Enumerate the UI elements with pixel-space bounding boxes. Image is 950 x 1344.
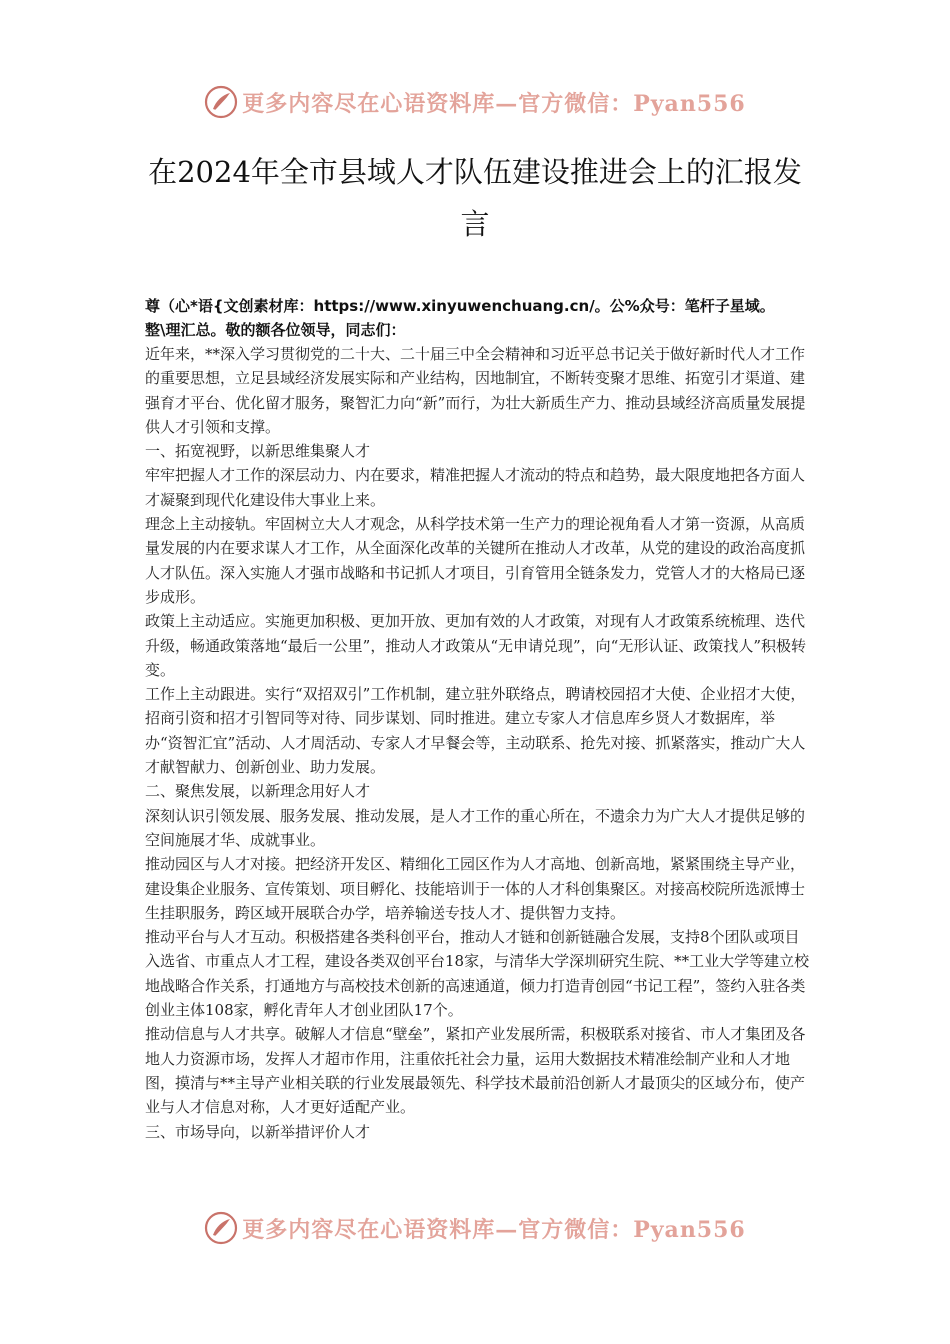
paragraph: 牢牢把握人才工作的深层动力、内在要求，精准把握人才流动的特点和趋势，最大限度地把各方面人才凝聚到现代化建设伟大事业上来。	[145, 466, 806, 509]
document-title	[140, 146, 810, 250]
paragraph: 推动园区与人才对接。把经济开发区、精细化工园区作为人才高地、创新高地，紧紧围绕主导产业，建设集企业服务、宣传策划、项目孵化、技能培训于一体的人才科创集聚区。对接高校院所选派博士生挂职服务，跨区域开展联合办学，培养输送专技人才、提供智力支持。	[145, 855, 806, 922]
intro-line-1: 尊（心*语{文创素材库：https://www.xinyuwenchuang.cn/。公%众号：笔杆子星域。	[145, 297, 775, 315]
section-heading: 一、拓宽视野，以新思维集聚人才	[145, 442, 371, 461]
watermark-banner-top	[0, 82, 950, 122]
title-line-1: 在2024年全市县域人才队伍建设推进会上的汇报发	[148, 155, 802, 189]
paragraph: 理念上主动接轨。牢固树立大人才观念，从科学技术第一生产力的理论视角看人才第一资源，从高质量发展的内在要求谋人才工作，从全面深化改革的关键所在推动人才改革，从党的建设的政治高度抓人才队伍。深入实施人才强市战略和书记抓人才项目，引育管用全链条发力，党管人才的大格局已逐步成形。	[145, 515, 806, 606]
watermark-text: 更多内容尽在心语资料库—官方微信：Pyan556	[242, 1216, 746, 1243]
section-heading: 三、市场导向，以新举措评价人才	[145, 1122, 371, 1141]
document-body	[145, 294, 810, 1144]
section-heading: 二、聚焦发展，以新理念用好人才	[145, 782, 371, 801]
paragraph: 深刻认识引领发展、服务发展、推动发展，是人才工作的重心所在，不遗余力为广大人才提供足够的空间施展才华、成就事业。	[145, 806, 806, 849]
paragraph: 近年来，**深入学习贯彻党的二十大、二十届三中全会精神和习近平总书记关于做好新时代人才工作的重要思想，立足县域经济发展实际和产业结构，因地制宜，不断转变聚才思维、拓宽引才渠道、建强育才平台、优化留才服务，聚智汇力向“新”而行，为壮大新质生产力、推动县域经济高质量发展提供人才引领和支撑。	[145, 345, 806, 436]
paragraph: 政策上主动适应。实施更加积极、更加开放、更加有效的人才政策，对现有人才政策系统梳理、迭代升级，畅通政策落地“最后一公里”，推动人才政策从“无申请兑现”，向“无形认证、政策找人”积极转变。	[145, 612, 807, 679]
intro-line-2: 整\理汇总。敬的额各位领导，同志们：	[145, 321, 406, 339]
watermark-banner-bottom	[0, 1208, 950, 1248]
paragraph: 推动信息与人才共享。破解人才信息“壁垒”，紧扣产业发展所需，积极联系对接省、市人才集团及各地人力资源市场，发挥人才超市作用，注重依托社会力量，运用大数据技术精准绘制产业和人才地图，摸清与**主导产业相关联的行业发展最领先、科学技术最前沿创新人才最顶尖的区域分布，使产业与人才信息对称，人才更好适配产业。	[145, 1025, 806, 1117]
xinyu-logo-icon	[204, 1211, 238, 1245]
paragraph: 工作上主动跟进。实行“双招双引”工作机制，建立驻外联络点，聘请校园招才大使、企业招才大使，招商引资和招才引智同等对待、同步谋划、同时推进。建立专家人才信息库乡贤人才数据库，举办“资智汇宜”活动、人才周活动、专家人才早餐会等，主动联系、抢先对接、抓紧落实，推动广大人才献智献力、创新创业、助力发展。	[145, 685, 806, 777]
xinyu-logo-icon	[204, 85, 238, 119]
title-line-2: 言	[460, 207, 490, 241]
watermark-text: 更多内容尽在心语资料库—官方微信：Pyan556	[242, 90, 746, 117]
paragraph: 推动平台与人才互动。积极搭建各类科创平台，推动人才链和创新链融合发展，支持8个团队或项目入选省、市重点人才工程，建设各类双创平台18家，与清华大学深圳研究生院、**工业大学等建立校地战略合作关系，打通地方与高校技术创新的高速通道，倾力打造青创园“书记工程”，签约入驻各类创业主体108家，孵化青年人才创业团队17个。	[145, 928, 810, 1020]
